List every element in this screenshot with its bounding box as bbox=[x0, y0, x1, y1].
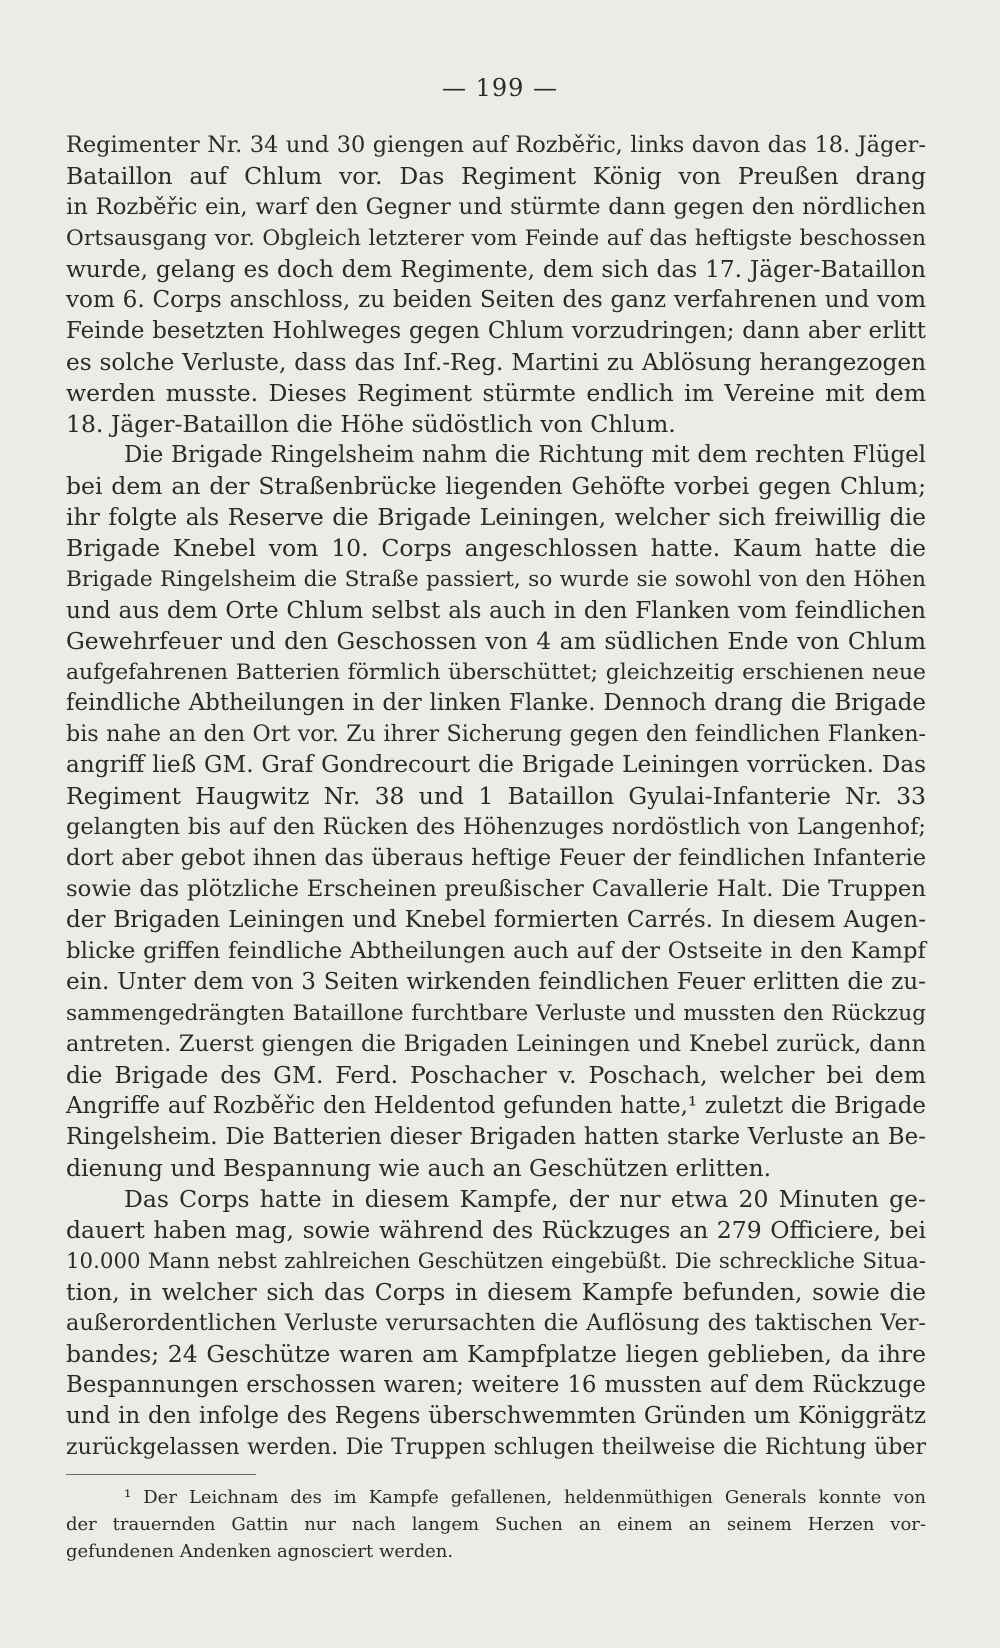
page-number: — 199 — bbox=[441, 74, 559, 102]
text-line: und in den infolge des Regens überschwemmten Gründen um Königgrätz bbox=[66, 1403, 926, 1429]
text-line: aufgefahrenen Batterien förmlich überschüttet; gleichzeitig erschienen neue bbox=[66, 660, 926, 685]
text-line: Feinde besetzten Hohlweges gegen Chlum vorzudringen; dann aber erlitt bbox=[66, 318, 926, 344]
text-line: 10.000 Mann nebst zahlreichen Geschützen eingebüßt. Die schreckliche Situa- bbox=[66, 1249, 926, 1274]
text-line: und aus dem Orte Chlum selbst als auch in den Flanken vom feindlichen bbox=[66, 597, 926, 624]
text-line: sowie das plötzliche Erscheinen preußischer Cavallerie Halt. Die Truppen bbox=[66, 876, 926, 902]
text-line: Das Corps hatte in diesem Kampfe, der nur etwa 20 Minuten ge- bbox=[124, 1185, 926, 1213]
text-line: 18. Jäger-Bataillon die Höhe südöstlich von Chlum. bbox=[66, 410, 676, 438]
footnote-line: ¹ Der Leichnam des im Kampfe gefallenen, heldenmüthigen Generals konnte von bbox=[124, 1487, 926, 1508]
text-line: ein. Unter dem von 3 Seiten wirkenden feindlichen Feuer erlitten die zu- bbox=[66, 969, 926, 995]
text-line: bandes; 24 Geschütze waren am Kampfplatze liegen geblieben, da ihre bbox=[66, 1340, 926, 1368]
text-line: sammengedrängten Bataillone furchtbare Verluste und mussten den Rückzug bbox=[66, 1001, 926, 1026]
text-line: gelangten bis auf den Rücken des Höhenzuges nordöstlich von Langenhof; bbox=[66, 814, 926, 840]
footnote bbox=[66, 1484, 926, 1565]
text-line: Bataillon auf Chlum vor. Das Regiment König von Preußen drang bbox=[66, 162, 926, 190]
text-line: es solche Verluste, dass das Inf.-Reg. Martini zu Ablösung herangezogen bbox=[66, 349, 926, 376]
text-line: Bespannungen erschossen waren; weitere 16 mussten auf dem Rückzuge bbox=[66, 1372, 926, 1398]
text-line: Regiment Haugwitz Nr. 38 und 1 Bataillon Gyulai-Infanterie Nr. 33 bbox=[66, 782, 926, 810]
text-line: dort aber gebot ihnen das überaus heftige Feuer der feindlichen Infanterie bbox=[66, 845, 926, 871]
text-line: Brigade Ringelsheim die Straße passiert, so wurde sie sowohl von den Höhen bbox=[66, 567, 926, 592]
text-line: bei dem an der Straßenbrücke liegenden Gehöfte vorbei gegen Chlum; bbox=[66, 472, 926, 500]
text-line: Die Brigade Ringelsheim nahm die Richtung mit dem rechten Flügel bbox=[124, 442, 926, 468]
text-line: antreten. Zuerst giengen die Brigaden Leiningen und Knebel zurück, dann bbox=[66, 1031, 926, 1057]
text-line: wurde, gelang es doch dem Regimente, dem sich das 17. Jäger-Bataillon bbox=[66, 256, 926, 283]
text-line: Brigade Knebel vom 10. Corps angeschlossen hatte. Kaum hatte die bbox=[66, 534, 926, 562]
text-line: tion, in welcher sich das Corps in diesem Kampfe befunden, sowie die bbox=[66, 1278, 926, 1306]
text-line: feindliche Abtheilungen in der linken Flanke. Dennoch drang die Brigade bbox=[66, 690, 926, 716]
text-line: vom 6. Corps anschloss, zu beiden Seiten des ganz verfahrenen und vom bbox=[66, 287, 926, 313]
text-line: Angriffe auf Rozběřic den Heldentod gefunden hatte,¹ zuletzt die Brigade bbox=[66, 1093, 926, 1119]
text-line: Ortsausgang vor. Obgleich letzterer vom Feinde auf das heftigste beschossen bbox=[66, 226, 926, 251]
text-line: zurückgelassen werden. Die Truppen schlugen theilweise die Richtung über bbox=[66, 1435, 926, 1460]
text-line: bis nahe an den Ort vor. Zu ihrer Sicherung gegen den feindlichen Flanken- bbox=[66, 721, 926, 747]
text-line: außerordentlichen Verluste verursachten die Auflösung des taktischen Ver- bbox=[66, 1310, 926, 1336]
text-line: die Brigade des GM. Ferd. Poschacher v. Poschach, welcher bei dem bbox=[66, 1061, 926, 1089]
footnote-divider bbox=[66, 1474, 256, 1475]
text-line: dienung und Bespannung wie auch an Geschützen erlitten. bbox=[66, 1154, 772, 1182]
footnote-line: gefundenen Andenken agnosciert werden. bbox=[66, 1541, 454, 1562]
text-line: angriff ließ GM. Graf Gondrecourt die Brigade Leiningen vorrücken. Das bbox=[66, 752, 926, 778]
text-line: blicke griffen feindliche Abtheilungen auch auf der Ostseite in den Kampf bbox=[66, 938, 926, 964]
text-line: werden musste. Dieses Regiment stürmte endlich im Vereine mit dem bbox=[66, 379, 926, 407]
body-text bbox=[66, 130, 926, 1463]
text-line: Gewehrfeuer und den Geschossen von 4 am südlichen Ende von Chlum bbox=[66, 627, 926, 655]
text-line: ihr folgte als Reserve die Brigade Leiningen, welcher sich freiwillig die bbox=[66, 503, 926, 531]
paragraph-1 bbox=[66, 130, 926, 440]
footnote-line: der trauernden Gattin nur nach langem Suchen an einem an seinem Herzen vor- bbox=[66, 1514, 926, 1535]
text-line: Regimenter Nr. 34 und 30 giengen auf Rozběřic, links davon das 18. Jäger- bbox=[66, 132, 926, 158]
text-line: in Rozběřic ein, warf den Gegner und stürmte dann gegen den nördlichen bbox=[66, 194, 926, 220]
paragraph-3 bbox=[66, 1184, 926, 1463]
text-line: der Brigaden Leiningen und Knebel formierten Carrés. In diesem Augen- bbox=[66, 907, 926, 933]
paragraph-2 bbox=[66, 440, 926, 1184]
text-line: Ringelsheim. Die Batterien dieser Brigaden hatten starke Verluste an Be- bbox=[66, 1124, 926, 1150]
text-line: dauert haben mag, sowie während des Rückzuges an 279 Officiere, bei bbox=[66, 1216, 926, 1244]
